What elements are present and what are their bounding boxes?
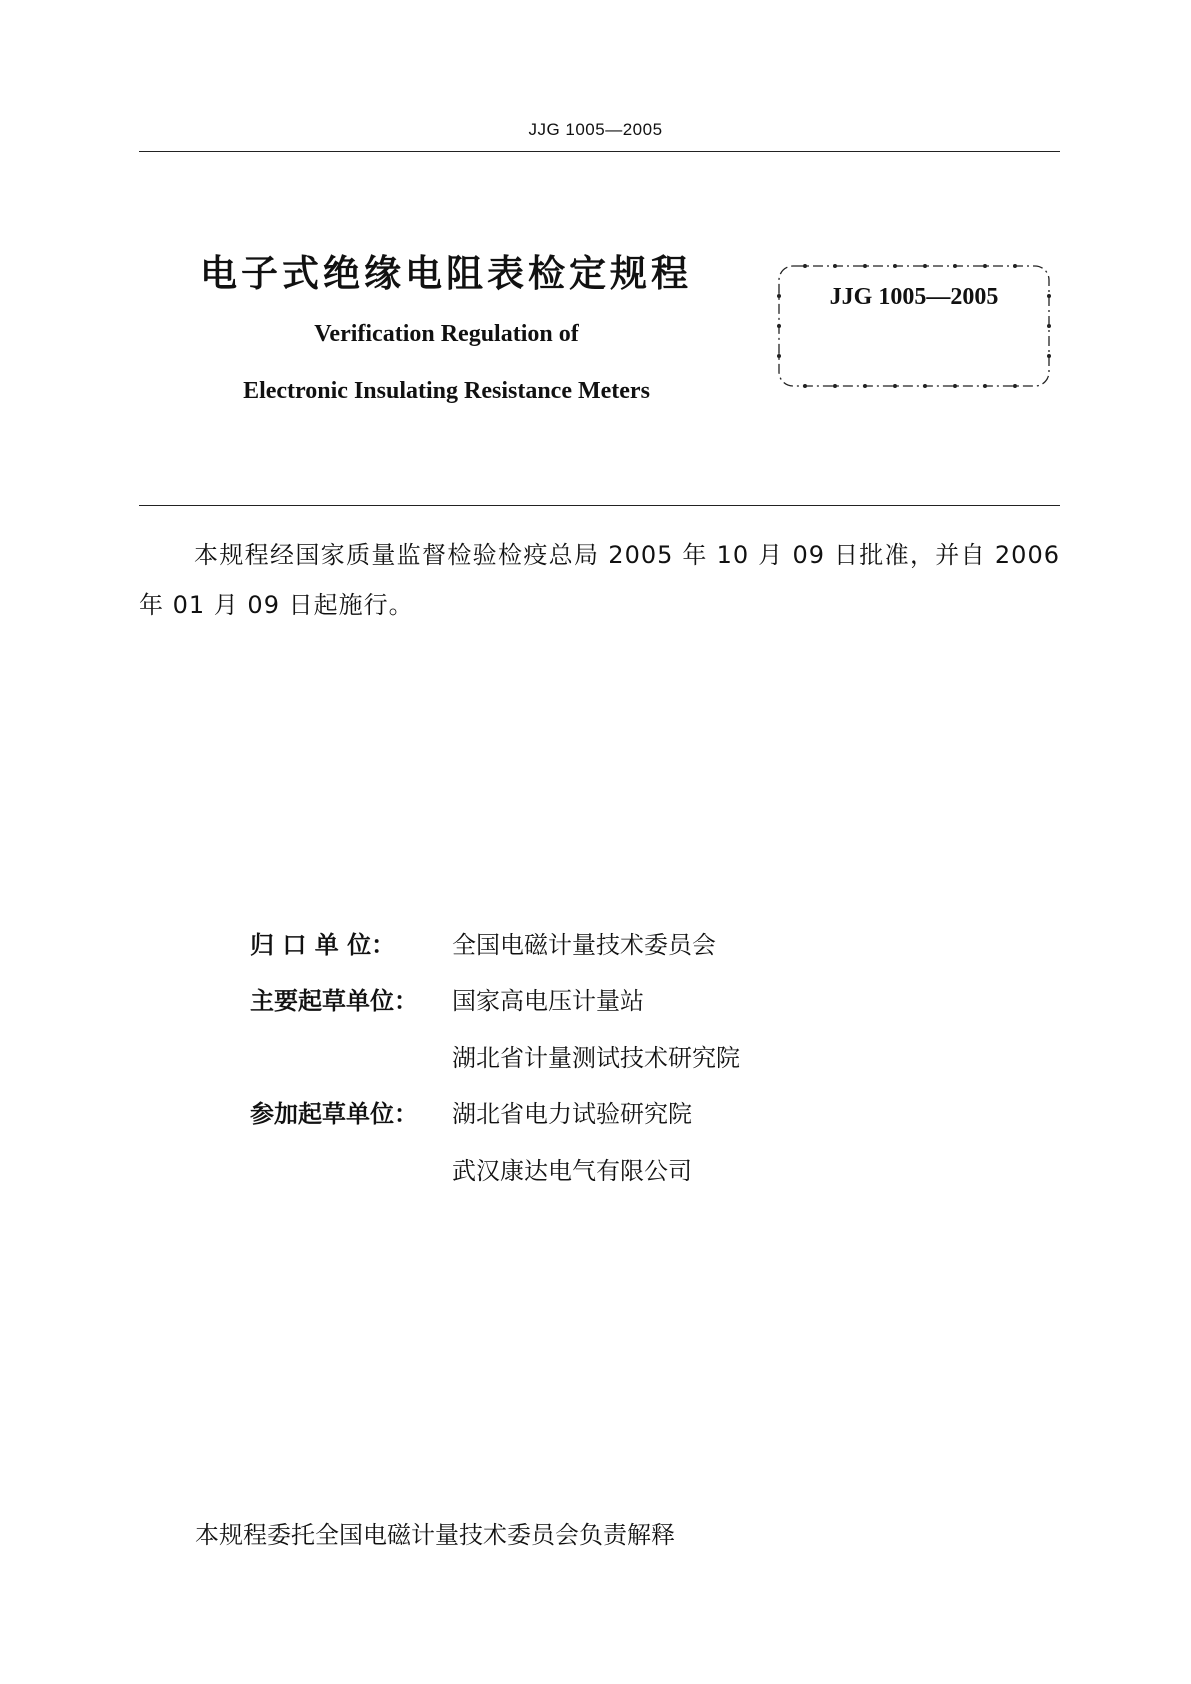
org-value: 全国电磁计量技术委员会 [452, 931, 716, 959]
title-rule [139, 505, 1060, 506]
org-label: 主要起草单位： [250, 987, 418, 1015]
org-value: 武汉康达电气有限公司 [452, 1157, 692, 1185]
org-label: 归 口 单 位： [250, 931, 396, 959]
header-standard-code: JJG 1005—2005 [528, 120, 663, 139]
org-value: 湖北省电力试验研究院 [452, 1100, 692, 1128]
org-row-responsible [250, 925, 716, 965]
org-row-main-drafting [250, 981, 644, 1021]
title-chinese: 电子式绝缘电阻表检定规程 [200, 252, 692, 295]
approval-paragraph: 本规程经国家质量监督检验检疫总局 2005 年 10 月 09 日批准，并自 2006 年 01 月 09 日起施行。 [139, 541, 1060, 619]
standard-code-box [775, 262, 1053, 390]
org-value: 湖北省计量测试技术研究院 [452, 1044, 740, 1072]
header-rule [139, 151, 1060, 152]
title-english-line2: Electronic Insulating Resistance Meters [243, 378, 650, 404]
interpretation-note: 本规程委托全国电磁计量技术委员会负责解释 [195, 1521, 675, 1549]
standard-code-box-text: JJG 1005—2005 [829, 284, 999, 310]
org-value: 国家高电压计量站 [452, 987, 644, 1015]
title-english-line1: Verification Regulation of [314, 321, 579, 347]
org-row-participating-drafting [250, 1094, 692, 1134]
org-label: 参加起草单位： [250, 1100, 418, 1128]
